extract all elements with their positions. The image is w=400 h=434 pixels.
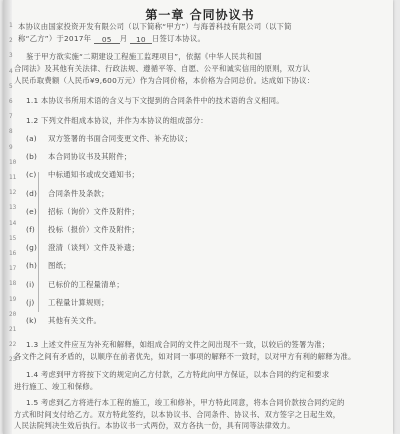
line-number: 22 [9, 341, 17, 349]
line-number: 20 [9, 310, 17, 318]
list-item-text: 本合同协议书及其附件； [48, 152, 132, 162]
list-item [26, 225, 139, 234]
line-number: 10 [9, 158, 17, 166]
line-number: 7 [9, 113, 13, 121]
line-number: 6 [9, 98, 13, 105]
line-number: 4 [9, 67, 13, 75]
clause-1-2: 1.2 下列文件组成本协议，并作为本协议的组成部分： [26, 116, 208, 125]
line-number: 16 [9, 250, 17, 257]
line-number: 2 [9, 37, 13, 45]
clause-1-3-line-1: 1.3 上述文件应互为补充和解释，如组成合同的文件之间出现不一致，以较后的签署为准； [26, 340, 330, 349]
list-item-label: (j) [26, 297, 35, 307]
line-number: 14 [9, 219, 17, 227]
list-item [26, 261, 71, 270]
line-number: 18 [9, 280, 17, 288]
list-item-label: (h) [26, 261, 38, 271]
line-number: 13 [9, 204, 17, 212]
list-item-text: 招标（询价）文件及附件； [48, 206, 140, 216]
intro-line-1: 本协议由国家投资开发有限公司（以下简称“甲方”）与海普科技有限公司（以下简 [18, 22, 292, 31]
clause-1-5-line-2: 方式和时间支付给乙方。双方特此签约，以本协议书、合同条件、协议书、双方签字之日起生效， [14, 410, 341, 419]
month-blank [94, 35, 120, 44]
line-number: 17 [9, 265, 17, 273]
list-item-label: (b) [26, 152, 38, 162]
line-number: 8 [9, 128, 13, 136]
line-number: 23 [9, 356, 17, 364]
list-item-label: (f) [26, 225, 35, 234]
intro-prefix: 称“乙方”）于2017年 [18, 34, 92, 43]
line-number: 15 [9, 234, 17, 242]
list-item-text: 图纸； [48, 261, 71, 271]
line-number: 3 [9, 52, 13, 60]
line-number: 5 [9, 82, 13, 90]
list-item-label: (k) [26, 316, 37, 325]
list-item [26, 280, 124, 289]
clause-1-4-line-2: 进行施工、竣工和保修。 [14, 382, 98, 391]
list-item [26, 207, 139, 216]
clause-1-4-line-1: 1.4 考虑到甲方将按下文的规定向乙方付款，乙方特此向甲方保证，以本合同的约定和要求 [26, 370, 330, 379]
list-item [26, 243, 139, 252]
line-number: 11 [9, 174, 17, 181]
intro-line-2 [18, 34, 205, 44]
day-value: 10 [136, 35, 146, 44]
list-item [26, 152, 132, 161]
month-value: 05 [101, 35, 112, 44]
list-item-label: (d) [26, 188, 38, 198]
para1-line-2: 合同法》及其他有关法律、行政法规、遵循平等、自愿、公平和诚实信用的原则，双方认 [14, 64, 311, 73]
list-item [26, 316, 101, 325]
intro-suffix: 日签订本协议。 [151, 34, 206, 43]
list-item-text: 中标通知书或成交通知书； [48, 170, 140, 180]
list-item-label: (a) [26, 134, 37, 143]
line-number: 1 [9, 22, 13, 29]
line-number: 21 [9, 326, 17, 333]
list-item-text: 合同条件及条款； [48, 188, 109, 198]
clause-1-3-line-2: 各文件之间有矛盾的，以顺序在前者优先，如对同一事项的解释不一致时，以对甲方有利的解释为准。 [14, 352, 356, 361]
clause-1-5-line-1: 1.5 考虑到乙方将进行本工程的施工，竣工和修补，甲方特此同意，将本合同价款按合同约定的 [26, 398, 345, 407]
list-item-text: 双方签署的书面合同变更文件、补充协议； [48, 134, 193, 143]
list-item-text: 投标（报价）文件及附件； [48, 225, 140, 234]
para1-line-1: 鉴于甲方欲实施“二期建设工程施工监理项目”，依据《中华人民共和国 [26, 52, 262, 61]
list-item-text: 已标价的工程量清单； [48, 279, 124, 289]
chapter-title: 第一章 合同协议书 [145, 8, 255, 22]
list-item-label: (c) [26, 170, 37, 180]
month-unit: 月 [119, 34, 128, 43]
list-item [26, 170, 139, 179]
clause-1-5-line-3: 人民法院判决生效后执行。本协议书一式两份，双方各执一份，具有同等法律效力。 [14, 421, 295, 430]
line-number: 9 [9, 143, 13, 151]
list-item-label: (g) [26, 243, 38, 253]
list-item-text: 工程量计算规则； [48, 297, 109, 307]
list-item-text: 澄清（谈判）文件及补遗； [48, 243, 140, 253]
scan-edge [3, 0, 12, 434]
list-item [26, 134, 192, 143]
clause-1-1: 1.1 本协议书所用术语的含义与下文提到的合同条件中的技术语的含义相同。 [26, 96, 284, 105]
line-number: 19 [9, 295, 17, 303]
para1-line-3: 人民币取费额（人民币¥9,600万元）作为合同价格，本价格为合同总价。达成如下协议： [14, 76, 315, 85]
list-item-text: 其他有关文件。 [48, 316, 102, 325]
list-item-label: (e) [26, 206, 37, 216]
line-number: 12 [9, 189, 17, 197]
list-item-label: (i) [26, 279, 35, 289]
day-blank [130, 35, 152, 44]
binding-margin-line [38, 172, 39, 312]
